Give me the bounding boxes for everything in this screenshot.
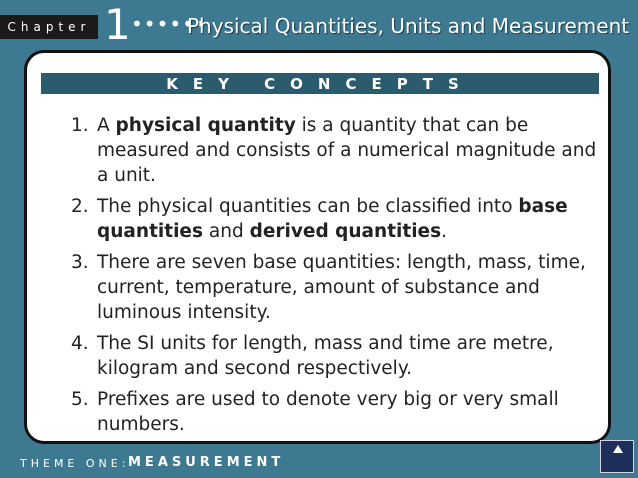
concept-fragment: and	[203, 221, 250, 242]
chapter-dots: ••••••	[131, 12, 208, 36]
concept-item	[71, 387, 601, 437]
concept-fragment: Prefixes are used to denote very big or very small numbers.	[97, 389, 559, 435]
concept-text	[97, 194, 601, 244]
theme-label: THEME ONE:	[20, 457, 130, 470]
concept-fragment: .	[441, 221, 448, 242]
publisher-logo-icon	[612, 444, 624, 454]
chapter-number: 1	[104, 0, 131, 49]
concept-number: 5.	[71, 389, 89, 410]
concept-fragment: is a quantity that can be measured and consists of a numerical magnitude and a unit.	[97, 115, 597, 186]
concept-term: base quantities	[97, 196, 568, 242]
concept-fragment: The physical quantities can be classified into	[97, 196, 519, 217]
concept-fragment: The SI units for length, mass and time are metre, kilogram and second respectively.	[97, 333, 554, 379]
concept-number: 2.	[71, 196, 89, 217]
concept-item	[71, 113, 601, 188]
concept-item	[71, 250, 601, 325]
concept-term: derived quantities	[249, 221, 442, 242]
key-concepts-banner: KEY CONCEPTS	[41, 73, 599, 94]
theme-value: MEASUREMENT	[128, 455, 285, 470]
concept-text	[97, 113, 601, 188]
concept-fragment: A	[97, 115, 116, 136]
chapter-title: Physical Quantities, Units and Measurement	[187, 14, 630, 38]
concept-text	[97, 331, 601, 381]
concept-number: 3.	[71, 252, 89, 273]
concept-number: 1.	[71, 115, 89, 136]
concept-term: physical quantity	[115, 115, 296, 136]
concept-item	[71, 331, 601, 381]
content-card	[24, 50, 611, 444]
concept-text	[97, 387, 601, 437]
concept-number: 4.	[71, 333, 89, 354]
concept-item	[71, 194, 601, 244]
concept-list	[71, 113, 601, 443]
chapter-label: Chapter	[0, 15, 98, 39]
concept-text	[97, 250, 601, 325]
concept-fragment: There are seven base quantities: length, mass, time, current, temperature, amount of substance and luminous intensity.	[97, 252, 586, 323]
publisher-logo	[600, 440, 634, 473]
